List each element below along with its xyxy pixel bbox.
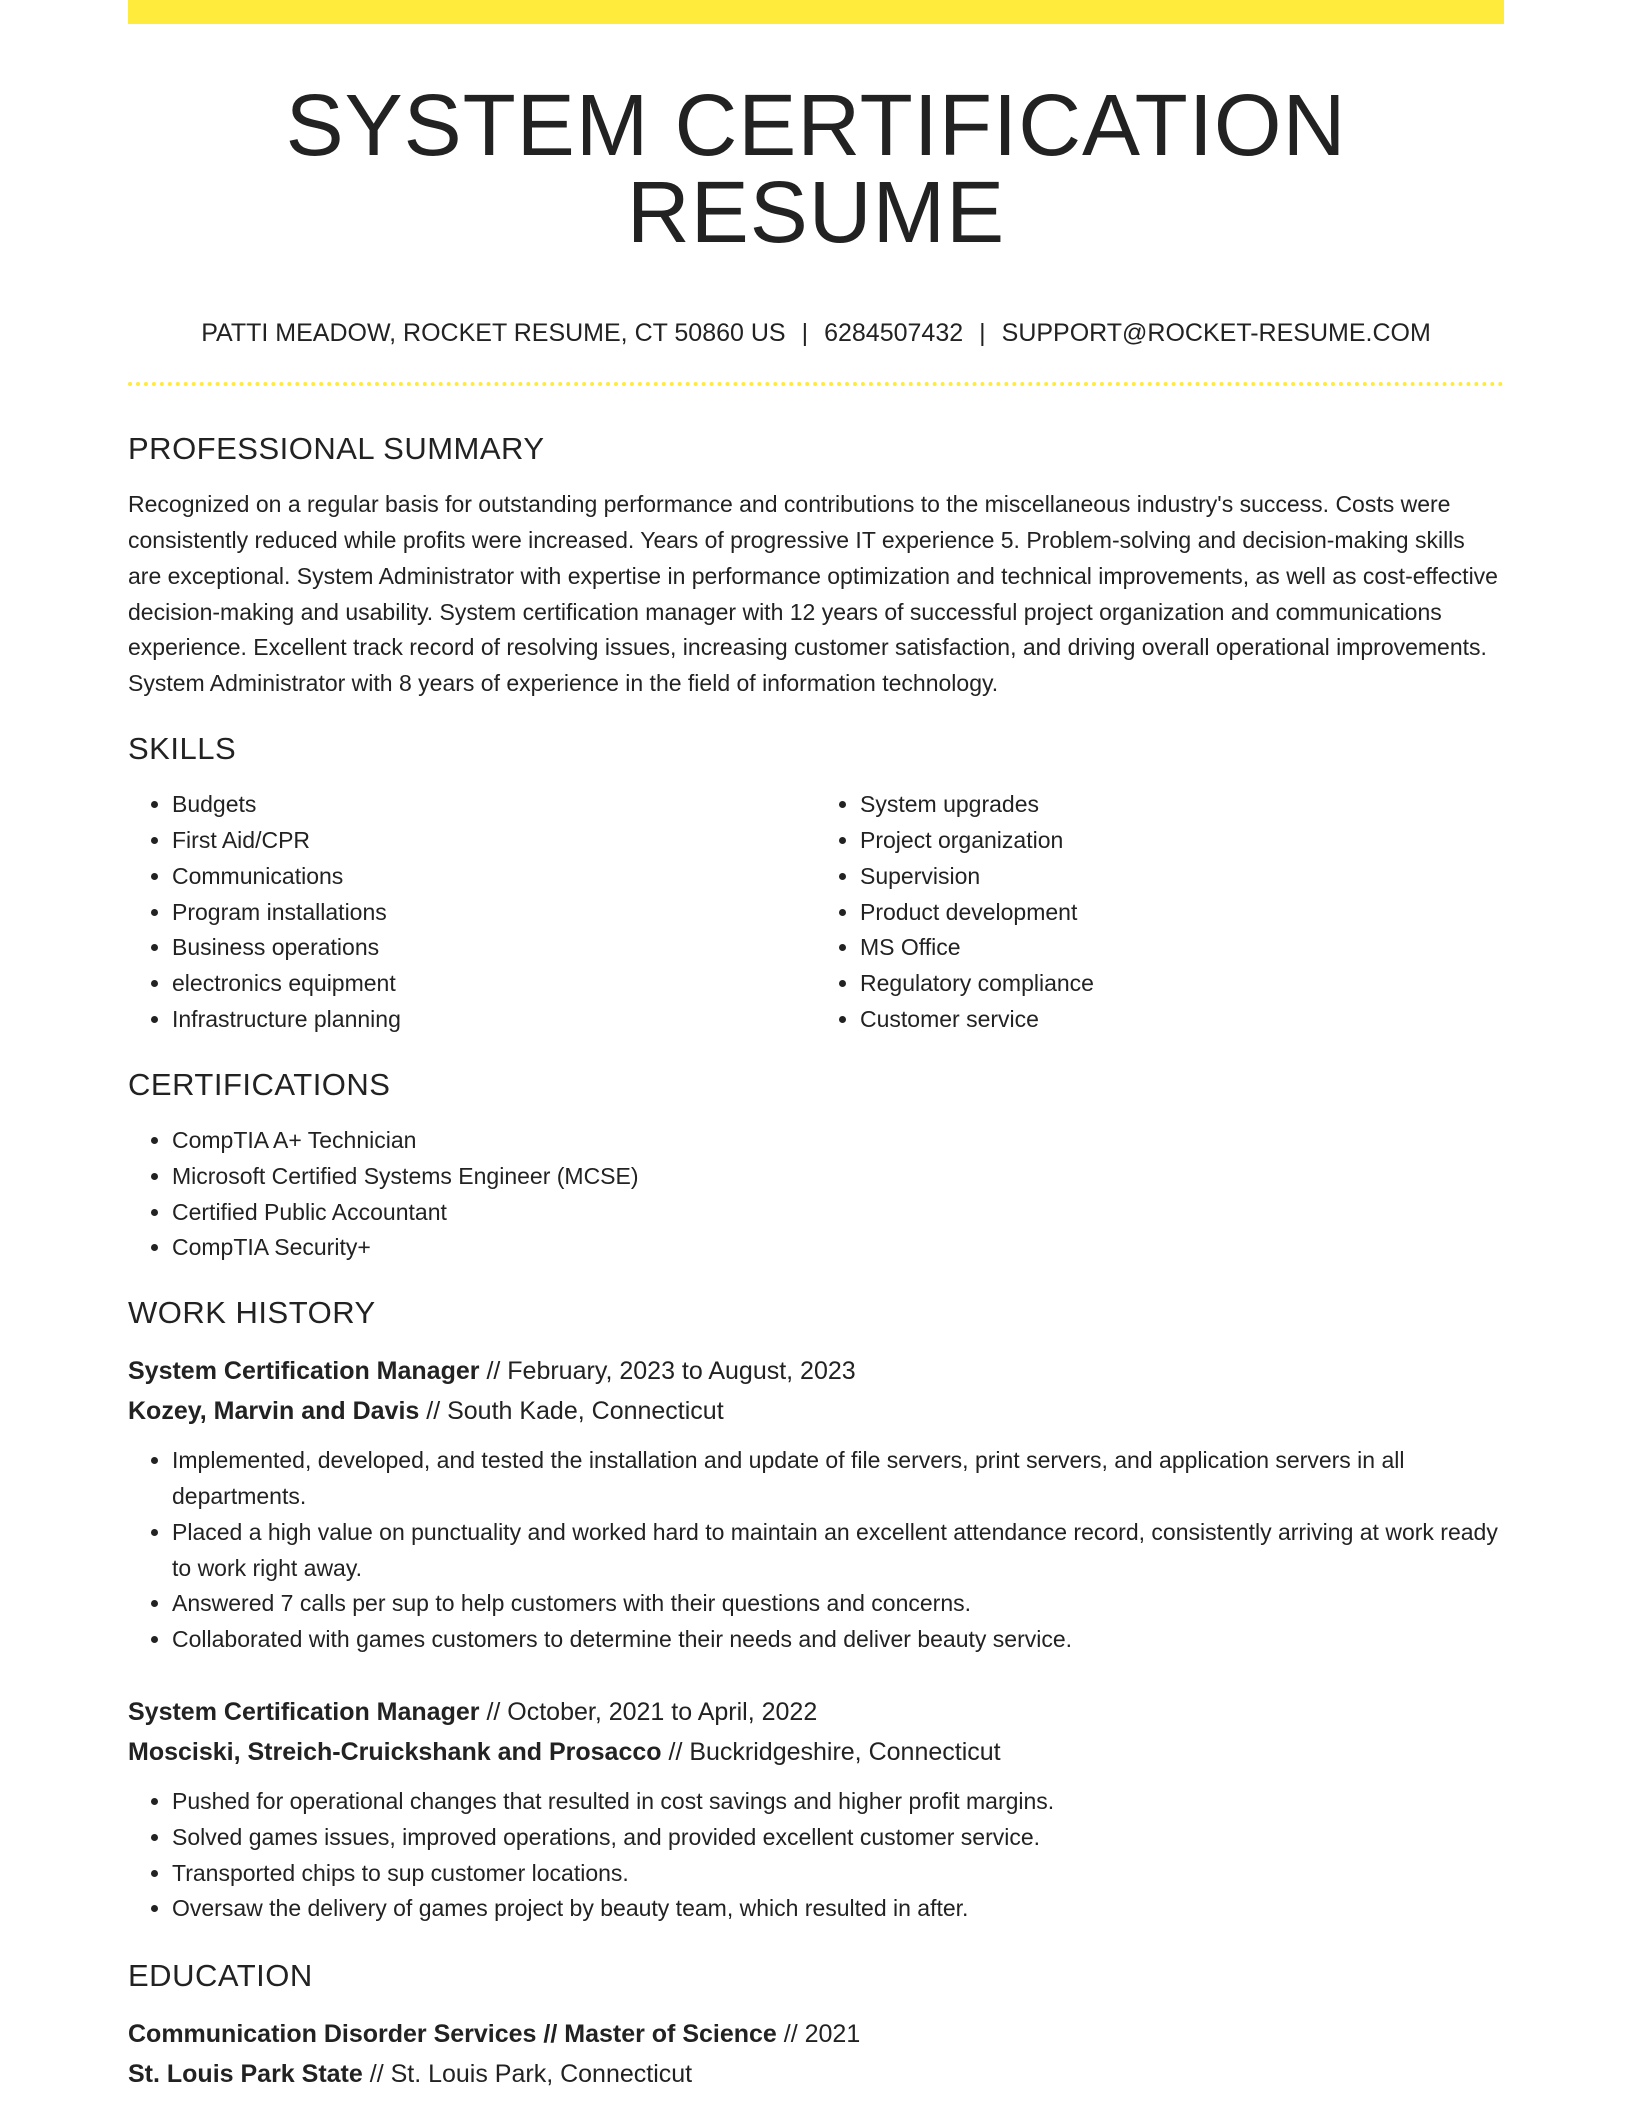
skill-item: • Project organization	[860, 823, 1504, 859]
education-heading: EDUCATION	[128, 1958, 313, 1994]
job-title: System Certification Manager	[128, 1357, 480, 1386]
skill-item: • System upgrades	[860, 787, 1504, 823]
summary-heading: PROFESSIONAL SUMMARY	[128, 431, 545, 466]
certification-item: • CompTIA Security+	[172, 1230, 1504, 1266]
job-title: System Certification Manager	[128, 1698, 480, 1727]
contact-email: SUPPORT@ROCKET-RESUME.COM	[1001, 319, 1431, 347]
job-bullet: • Transported chips to sup customer locations.	[172, 1856, 1504, 1892]
job-location: // Buckridgeshire, Connecticut	[661, 1738, 1001, 1767]
job-bullet: • Placed a high value on punctuality and worked hard to maintain an excellent attendance record, consistently arriving at work ready to work right away.	[172, 1515, 1504, 1587]
job-entry	[128, 1692, 1504, 1927]
work-history-heading: WORK HISTORY	[128, 1295, 376, 1331]
job-location: // South Kade, Connecticut	[419, 1397, 724, 1426]
education-degree: Communication Disorder Services // Master of Science	[128, 2020, 777, 2049]
certification-item: • Microsoft Certified Systems Engineer (MCSE)	[172, 1159, 1504, 1195]
job-entry	[128, 1351, 1504, 1658]
job-bullet: • Collaborated with games customers to determine their needs and deliver beauty service.	[172, 1622, 1504, 1658]
skill-item: • Customer service	[860, 1002, 1504, 1038]
certification-item: • CompTIA A+ Technician	[172, 1123, 1504, 1159]
job-bullet: • Oversaw the delivery of games project by beauty team, which resulted in after.	[172, 1891, 1504, 1927]
job-title-line	[128, 1351, 1504, 1391]
certification-item: • Certified Public Accountant	[172, 1195, 1504, 1231]
education-school-line	[128, 2054, 1504, 2094]
skills-grid	[128, 787, 1504, 1038]
job-bullet: • Pushed for operational changes that resulted in cost savings and higher profit margins.	[172, 1784, 1504, 1820]
job-bullet: • Implemented, developed, and tested the installation and update of file servers, print servers, and application servers in all departments.	[172, 1443, 1504, 1515]
skill-item: • Supervision	[860, 859, 1504, 895]
job-company-line	[128, 1732, 1504, 1772]
education-degree-line	[128, 2014, 1504, 2054]
skill-item: • electronics equipment	[172, 966, 816, 1002]
education-location: // St. Louis Park, Connecticut	[362, 2060, 693, 2089]
skills-list-right	[816, 787, 1504, 1038]
job-dates: // October, 2021 to April, 2022	[479, 1698, 818, 1727]
skill-item: • Product development	[860, 895, 1504, 931]
contact-separator: |	[801, 319, 809, 347]
accent-top-bar	[128, 0, 1504, 24]
skill-item: • Communications	[172, 859, 816, 895]
skill-item: • Regulatory compliance	[860, 966, 1504, 1002]
certifications-list	[128, 1123, 1504, 1266]
skills-heading: SKILLS	[128, 730, 237, 766]
dotted-divider	[128, 382, 1504, 386]
skill-item: • Program installations	[172, 895, 816, 931]
job-title-line	[128, 1692, 1504, 1732]
certifications-heading: CERTIFICATIONS	[128, 1066, 391, 1102]
job-bullets	[128, 1443, 1504, 1658]
contact-separator: |	[979, 319, 986, 347]
skills-list-left	[128, 787, 816, 1038]
education-year: // 2021	[776, 2020, 861, 2049]
resume-title: SYSTEM CERTIFICATION RESUME	[285, 77, 1347, 261]
job-company: Mosciski, Streich-Cruickshank and Prosacco	[128, 1738, 662, 1767]
education-entry	[128, 2014, 1504, 2094]
job-bullet: • Solved games issues, improved operations, and provided excellent customer service.	[172, 1820, 1504, 1856]
contact-phone: 6284507432	[824, 319, 964, 347]
education-school: St. Louis Park State	[128, 2060, 363, 2089]
summary-text: Recognized on a regular basis for outstanding performance and contributions to the miscellaneous industry's success. Costs were consistently reduced while profits were increased. Years of progressive IT experience 5. Problem-solving and decision-making skills are exceptional. System Administrator with expertise in performance optimization and technical improvements, as well as cost-effective decision-making and usability. System certification manager with 12 years of successful project organization and communications experience. Excellent track record of resolving issues, increasing customer satisfaction, and driving overall operational improvements. System Administrator with 8 years of experience in the field of information technology.	[128, 491, 1498, 697]
skill-item: • First Aid/CPR	[172, 823, 816, 859]
skill-item: • Business operations	[172, 930, 816, 966]
job-company-line	[128, 1391, 1504, 1431]
skill-item: • Budgets	[172, 787, 816, 823]
job-bullet: • Answered 7 calls per sup to help customers with their questions and concerns.	[172, 1586, 1504, 1622]
job-dates: // February, 2023 to August, 2023	[479, 1357, 856, 1386]
contact-address: PATTI MEADOW, ROCKET RESUME, CT 50860 US	[201, 319, 786, 347]
skill-item: • MS Office	[860, 930, 1504, 966]
job-bullets	[128, 1784, 1504, 1927]
job-company: Kozey, Marvin and Davis	[128, 1397, 420, 1426]
skill-item: • Infrastructure planning	[172, 1002, 816, 1038]
contact-line	[128, 318, 1504, 348]
